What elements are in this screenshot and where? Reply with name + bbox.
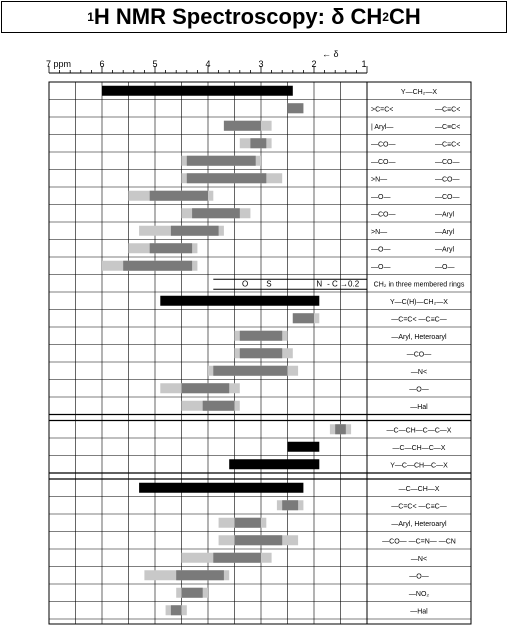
range-bar-black [102, 86, 293, 96]
range-bar-dark [171, 226, 219, 236]
ring-scale-label: O [241, 279, 249, 289]
range-bar-dark [171, 605, 182, 615]
range-bar-dark [123, 261, 192, 271]
range-bar-dark [150, 191, 208, 201]
range-bar-dark [293, 313, 314, 323]
title-main: H NMR Spectroscopy: δ CH [93, 4, 383, 29]
row-label-left: —CO— [371, 141, 396, 149]
row-label-right: —CO— [435, 193, 460, 201]
bars-layer [102, 86, 367, 616]
row-label: —O— [409, 573, 429, 581]
row-label-right: —CO— [435, 158, 460, 166]
range-bar-dark [192, 208, 240, 218]
row-label: Y—C—CH—C—X [390, 462, 448, 470]
tick-label-1: 1 [361, 59, 367, 69]
row-label-left: —CO— [371, 211, 396, 219]
row-label: —C—CH—C—C—X [386, 427, 452, 435]
tick-label-2: 2 [311, 59, 317, 69]
row-label: —Hal [410, 608, 428, 616]
range-bar-dark [240, 331, 282, 341]
row-label: —Hal [410, 403, 428, 411]
row-label-left: —O— [371, 193, 391, 201]
range-bar-dark [182, 383, 230, 393]
ring-scale-label: - C →0.2 [327, 279, 360, 289]
row-label-right: —C≡C< [435, 141, 461, 149]
title-superscript: 1 [87, 10, 94, 24]
row-label-right: —Aryl [435, 246, 455, 254]
row-label: CH₂ in three membered rings [373, 281, 465, 289]
tick-label-3: 3 [258, 59, 264, 69]
range-bar-dark [288, 103, 304, 113]
range-bar-dark [224, 121, 261, 131]
row-label-left: —CO— [371, 158, 396, 166]
axis-unit-label: 7 ppm [46, 59, 72, 69]
row-label: —C—CH—C—X [392, 444, 446, 452]
row-label-right: —O— [435, 263, 455, 271]
row-label-left: >N— [371, 176, 388, 184]
range-bar-dark [240, 348, 282, 358]
range-bar-dark [182, 588, 203, 598]
row-label: —C—CH—X [398, 485, 440, 493]
row-label: —NO₂ [408, 590, 430, 598]
axis-layer [46, 49, 367, 73]
row-label: —C=C< —C≡C— [391, 316, 447, 324]
row-label-right: —C≡C< [435, 123, 461, 131]
range-bar-black [160, 296, 319, 306]
row-label: —Aryl, Heteroaryl [391, 520, 447, 528]
row-label-left: | Aryl— [371, 123, 394, 131]
row-label: —Aryl, Heteroaryl [391, 333, 447, 341]
row-label: —CO— —C=N— —CN [382, 538, 456, 546]
labels-layer [371, 89, 465, 616]
row-label-left: —O— [371, 263, 391, 271]
row-label-right: —C≡C< [435, 106, 461, 114]
range-bar-black [139, 483, 303, 493]
row-label-left: >C=C< [371, 106, 394, 114]
tick-label-4: 4 [205, 59, 211, 69]
row-label-right: —CO— [435, 176, 460, 184]
range-bar-dark [150, 243, 192, 253]
row-label-left: >N— [371, 228, 388, 236]
range-bar-dark [335, 424, 346, 434]
range-bar-dark [235, 535, 283, 545]
row-label: —C=C< —C≡C— [391, 503, 447, 511]
range-bar-black [229, 459, 319, 469]
range-bar-dark [213, 553, 261, 563]
row-label-right: —Aryl [435, 228, 455, 236]
ring-scale-label: N [316, 279, 323, 289]
tick-label-6: 6 [99, 59, 105, 69]
row-label-left: —O— [371, 246, 391, 254]
row-label: —CO— [406, 351, 432, 359]
range-bar-dark [187, 156, 256, 166]
row-label: Y—CH₂—X [400, 88, 438, 96]
row-label: —N< [410, 368, 428, 376]
axis-arrow-label: ← δ [322, 49, 339, 59]
range-bar-dark [176, 570, 224, 580]
row-label-right: —Aryl [435, 211, 455, 219]
title-tail: CH [388, 4, 421, 29]
row-label: —O— [409, 386, 429, 394]
row-label: Y—C(H)—CH₂—X [390, 298, 448, 306]
tick-label-5: 5 [152, 59, 158, 69]
range-bar-dark [187, 173, 266, 183]
range-bar-dark [213, 366, 287, 376]
range-bar-dark [250, 138, 266, 148]
row-label: —N< [410, 555, 428, 563]
title-subscript: 2 [382, 10, 389, 24]
range-bar-black [288, 442, 320, 452]
range-bar-dark [203, 401, 235, 411]
range-bar-dark [235, 518, 262, 528]
ring-scale-label: S [266, 279, 272, 289]
range-bar-dark [282, 500, 298, 510]
